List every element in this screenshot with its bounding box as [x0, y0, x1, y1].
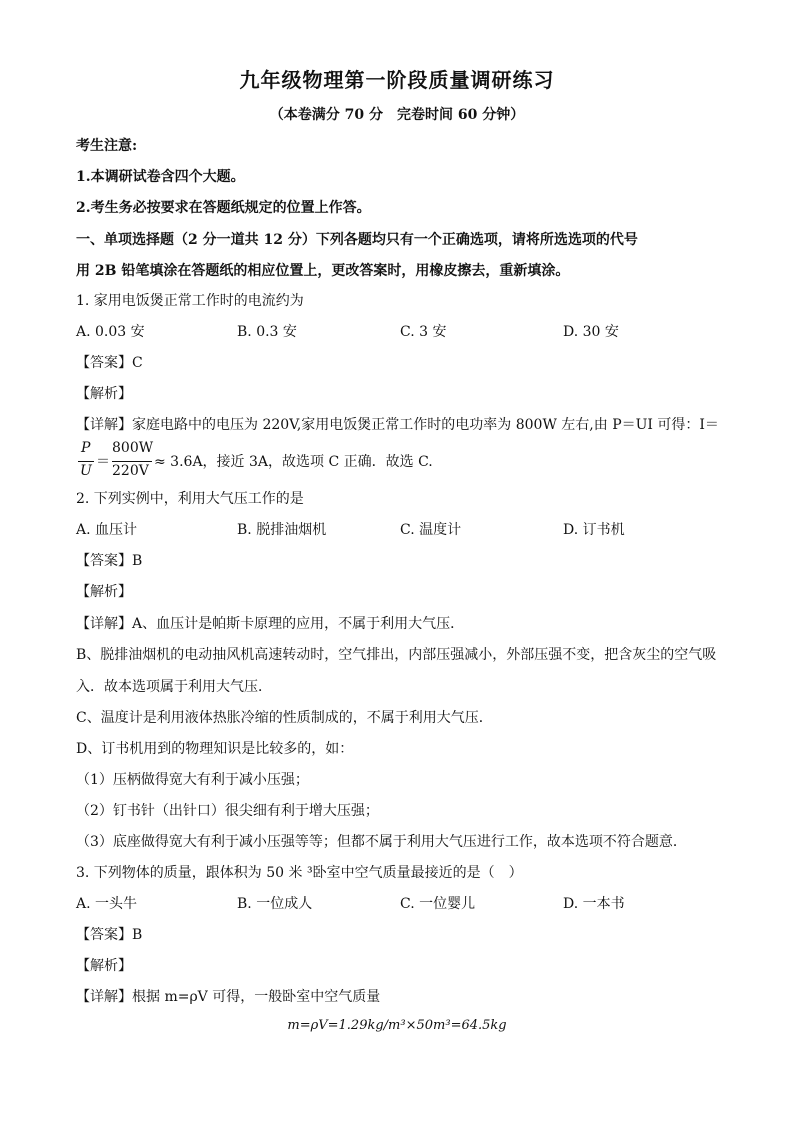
- question-3-answer: 【答案】B: [76, 927, 143, 943]
- section-1-instructions-line-1: 一、单项选择题（2 分一道共 12 分）下列各题均只有一个正确选项，请将所选选项的代号: [76, 232, 638, 248]
- question-1-option-b: B. 0.3 安: [237, 324, 297, 340]
- question-2-detail-line-5: D、订书机用到的物理知识是比较多的，如：: [76, 741, 354, 757]
- question-2-answer: 【答案】B: [76, 553, 143, 569]
- notice-heading: 考生注意:: [76, 138, 138, 154]
- question-1-analysis-label: 【解析】: [76, 386, 132, 402]
- page-subtitle: （本卷满分 70 分 完卷时间 60 分钟）: [269, 107, 525, 123]
- question-2-detail-line-4: C、温度计是利用液体热胀冷缩的性质制成的，不属于利用大气压．: [76, 710, 493, 726]
- question-2-stem: 2. 下列实例中，利用大气压工作的是: [76, 491, 304, 507]
- question-2-detail-line-3: 入．故本选项属于利用大气压．: [76, 679, 272, 695]
- question-1-detail-line-1: 【详解】家庭电路中的电压为 220V,家用电饭煲正常工作时的电功率为 800W 左右,由 P＝UI 可得：I＝: [76, 417, 719, 433]
- question-1-option-a: A. 0.03 安: [76, 324, 145, 340]
- question-2-detail-line-6: （1）压柄做得宽大有利于减小压强；: [76, 772, 309, 788]
- question-3-option-d: D. 一本书: [563, 896, 625, 912]
- question-3-stem: 3. 下列物体的质量，跟体积为 50 米 ³卧室中空气质量最接近的是（ ）: [76, 865, 523, 881]
- question-1-stem: 1. 家用电饭煲正常工作时的电流约为: [76, 293, 304, 309]
- question-2-detail-line-2: B、脱排油烟机的电动抽风机高速转动时，空气排出，内部压强减小，外部压强不变，把含灰尘的空气吸: [76, 647, 717, 663]
- equals-sign: ＝: [96, 454, 110, 470]
- fraction-denominator: U: [80, 463, 92, 479]
- section-1-instructions-line-2: 用 2B 铅笔填涂在答题纸的相应位置上，更改答案时，用橡皮擦去，重新填涂。: [76, 263, 570, 279]
- question-3-option-c: C. 一位婴儿: [400, 896, 476, 912]
- page-title: 九年级物理第一阶段质量调研练习: [239, 68, 555, 92]
- question-2-option-c: C. 温度计: [400, 522, 462, 538]
- question-1-detail-tail: ≈ 3.6A，接近 3A，故选项 C 正确．故选 C.: [154, 454, 433, 470]
- question-1-option-c: C. 3 安: [400, 324, 447, 340]
- question-3-option-b: B. 一位成人: [237, 896, 313, 912]
- question-3-option-a: A. 一头牛: [76, 896, 138, 912]
- fraction-bar: [78, 461, 94, 462]
- question-2-option-d: D. 订书机: [563, 522, 625, 538]
- question-2-detail-line-8: （3）底座做得宽大有利于减小压强等等；但都不属于利用大气压进行工作，故本选项不符合题意．: [76, 834, 687, 850]
- fraction-numerator: P: [81, 440, 91, 456]
- question-3-detail-line-1: 【详解】根据 m=ρV 可得，一般卧室中空气质量: [76, 989, 381, 1005]
- notice-item-2: 2.考生务必按要求在答题纸规定的位置上作答。: [76, 200, 371, 216]
- fraction-numerator: 800W: [112, 440, 154, 456]
- question-2-option-a: A. 血压计: [76, 522, 138, 538]
- question-2-detail-line-7: （2）钉书针（出针口）很尖细有利于增大压强；: [76, 803, 379, 819]
- question-3-analysis-label: 【解析】: [76, 958, 132, 974]
- question-2-analysis-label: 【解析】: [76, 584, 132, 600]
- notice-item-1: 1.本调研试卷含四个大题。: [76, 169, 245, 185]
- fraction-denominator: 220V: [112, 463, 149, 479]
- question-2-detail-line-1: 【详解】A、血压计是帕斯卡原理的应用，不属于利用大气压．: [76, 616, 465, 632]
- question-1-answer: 【答案】C: [76, 355, 143, 371]
- fraction-p-over-u: [78, 440, 94, 484]
- question-2-option-b: B. 脱排油烟机: [237, 522, 327, 538]
- question-1-option-d: D. 30 安: [563, 324, 619, 340]
- question-3-formula: m=ρV=1.29kg/m³×50m³=64.5kg: [287, 1018, 507, 1033]
- fraction-bar: [112, 461, 152, 462]
- fraction-power-over-voltage: [112, 440, 152, 484]
